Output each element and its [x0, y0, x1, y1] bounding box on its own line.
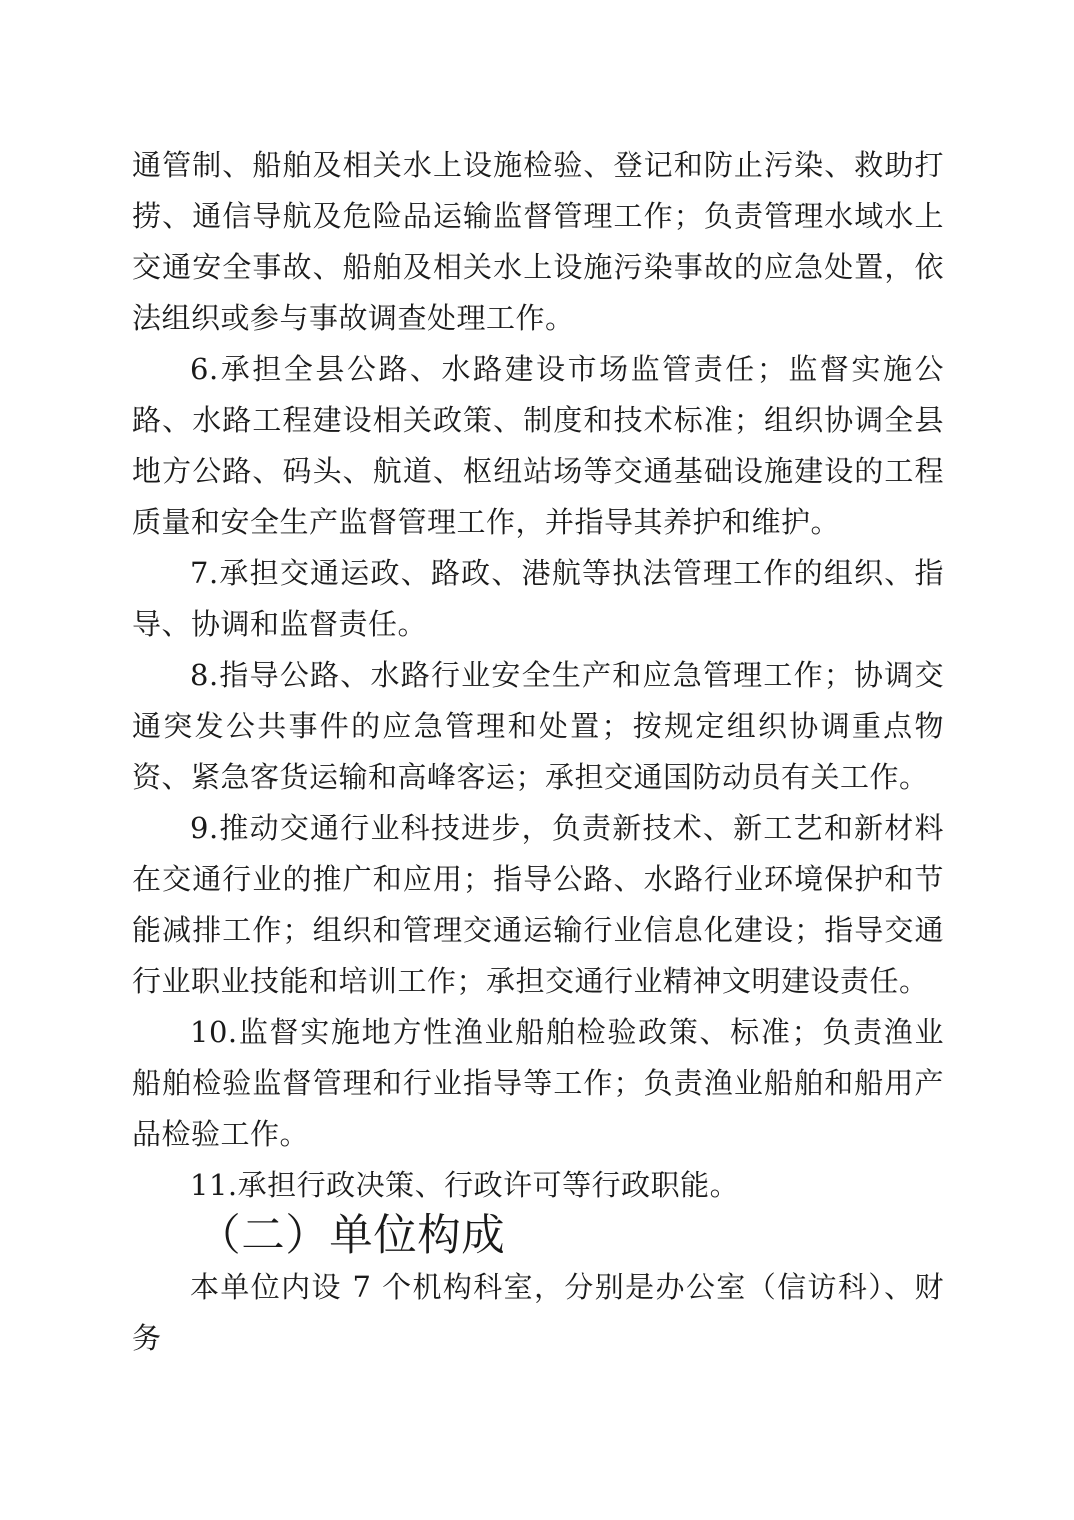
paragraph-11: 11.承担行政决策、行政许可等行政职能。	[190, 1168, 740, 1202]
paragraph-5-continuation: 通管制、船舶及相关水上设施检验、登记和防止污染、救助打捞、通信导航及危险品运输监督管理工作；负责管理水域水上交通安全事故、船舶及相关水上设施污染事故的应急处置，依法组织或参与事故调查处理工作。	[132, 148, 944, 335]
paragraph-10: 10.监督实施地方性渔业船舶检验政策、标准；负责渔业船舶检验监督管理和行业指导等工作；负责渔业船舶和船用产品检验工作。	[132, 1015, 944, 1151]
document-body	[132, 140, 944, 1364]
paragraph-7: 7.承担交通运政、路政、港航等执法管理工作的组织、指导、协调和监督责任。	[132, 556, 944, 641]
paragraph-9: 9.推动交通行业科技进步，负责新技术、新工艺和新材料在交通行业的推广和应用；指导公路、水路行业环境保护和节能减排工作；组织和管理交通运输行业信息化建设；指导交通行业职业技能和培训工作；承担交通行业精神文明建设责任。	[132, 811, 944, 998]
paragraph-6: 6.承担全县公路、水路建设市场监管责任；监督实施公路、水路工程建设相关政策、制度和技术标准；组织协调全县地方公路、码头、航道、枢纽站场等交通基础设施建设的工程质量和安全生产监督管理工作，并指导其养护和维护。	[132, 352, 944, 539]
paragraph-8: 8.指导公路、水路行业安全生产和应急管理工作；协调交通突发公共事件的应急管理和处置；按规定组织协调重点物资、紧急客货运输和高峰客运；承担交通国防动员有关工作。	[132, 658, 944, 794]
paragraph-unit-composition: 本单位内设 7 个机构科室，分别是办公室（信访科）、财务	[132, 1270, 944, 1355]
section-heading: （二）单位构成	[197, 1211, 506, 1261]
